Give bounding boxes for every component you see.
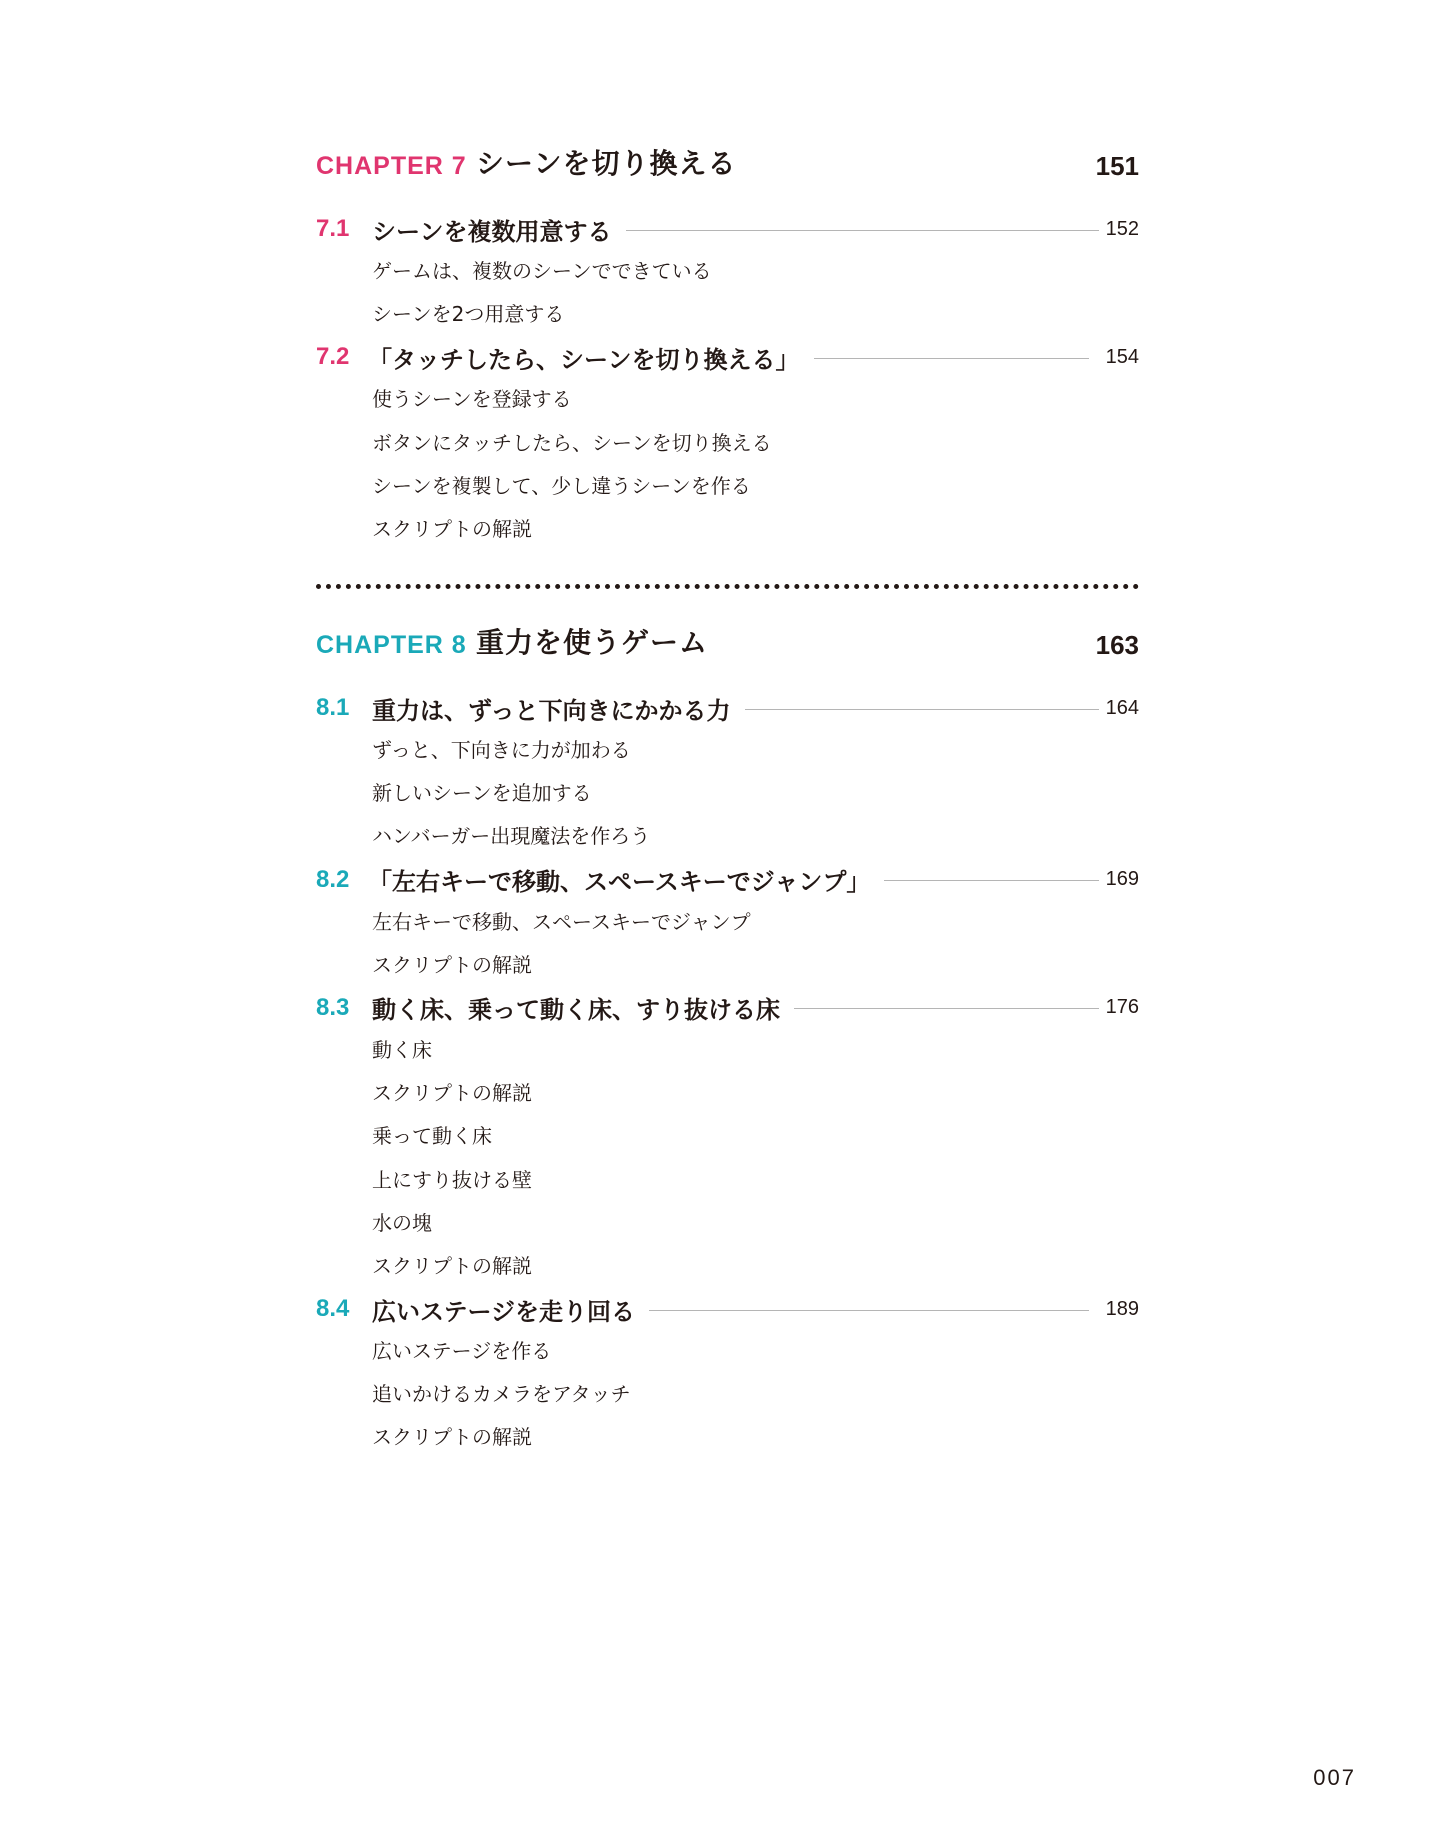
subsection-item: 水の塊 <box>372 1210 432 1235</box>
section-title: 重力は、ずっと下向きにかかる力 <box>372 696 731 725</box>
chapter-label: CHAPTER 8 <box>316 631 467 659</box>
chapter-title: シーンを切り換える <box>476 147 737 180</box>
section-7-1 <box>316 208 1139 250</box>
subsection-item: 新しいシーンを追加する <box>372 781 592 806</box>
leader-line <box>649 1310 1089 1311</box>
section-number: 8.1 <box>316 694 350 721</box>
section-page-number: 176 <box>1105 996 1139 1019</box>
section-number: 8.4 <box>316 1295 350 1323</box>
subsection-item: シーンを2つ用意する <box>372 302 565 327</box>
leader-line <box>884 880 1099 881</box>
subsection-item: 左右キーで移動、スペースキーでジャンプ <box>372 909 751 934</box>
chapter-page-number: 151 <box>1095 151 1139 181</box>
leader-line <box>814 358 1089 359</box>
chapter-label: CHAPTER 7 <box>316 152 467 180</box>
chapter-page-number: 163 <box>1095 630 1139 660</box>
section-number: 8.3 <box>316 993 350 1021</box>
subsection-item: ハンバーガー出現魔法を作ろう <box>372 824 651 849</box>
leader-line <box>794 1008 1099 1009</box>
section-page-number: 189 <box>1105 1297 1139 1320</box>
section-8-3 <box>316 987 1139 1029</box>
chapter-8-heading <box>316 627 1139 687</box>
section-8-4 <box>316 1288 1139 1330</box>
section-number: 7.1 <box>316 215 350 242</box>
subsection-item: 上にすり抜ける壁 <box>372 1167 532 1192</box>
subsection-item: シーンを複製して、少し違うシーンを作る <box>372 473 751 498</box>
section-title: シーンを複数用意する <box>372 217 612 246</box>
section-8-2 <box>316 859 1139 901</box>
section-page-number: 152 <box>1105 217 1139 240</box>
dotted-divider <box>316 584 1139 589</box>
section-title: 動く床、乗って動く床、すり抜ける床 <box>372 996 780 1025</box>
leader-line <box>745 709 1099 710</box>
subsection-item: スクリプトの解説 <box>372 952 532 977</box>
leader-line <box>626 230 1099 231</box>
section-page-number: 154 <box>1105 345 1139 368</box>
chapter-title: 重力を使うゲーム <box>476 626 709 659</box>
subsection-item: スクリプトの解説 <box>372 1425 532 1450</box>
section-title: 広いステージを走り回る <box>372 1297 636 1326</box>
chapter-8-block <box>316 627 1139 1460</box>
section-8-1 <box>316 687 1139 729</box>
subsection-item: 広いステージを作る <box>372 1339 552 1364</box>
section-page-number: 164 <box>1105 696 1139 719</box>
section-number: 8.2 <box>316 865 350 893</box>
section-7-2 <box>316 336 1139 378</box>
subsection-item: 乗って動く床 <box>372 1124 492 1149</box>
subsection-item: 使うシーンを登録する <box>372 387 572 412</box>
chapter-7-heading <box>316 148 1139 208</box>
subsection-item: スクリプトの解説 <box>372 1081 532 1106</box>
section-title: 「タッチしたら、シーンを切り換える」 <box>368 345 800 374</box>
chapter-7-block <box>316 148 1139 551</box>
subsection-item: ボタンにタッチしたら、シーンを切り換える <box>372 430 772 455</box>
page-folio: 007 <box>1313 1765 1356 1790</box>
section-page-number: 169 <box>1105 868 1139 891</box>
subsection-item: 動く床 <box>372 1037 432 1062</box>
subsection-item: 追いかけるカメラをアタッチ <box>372 1382 631 1407</box>
section-number: 7.2 <box>316 343 350 371</box>
subsection-item: ゲームは、複数のシーンでできている <box>372 259 712 283</box>
subsection-item: スクリプトの解説 <box>372 1253 532 1278</box>
subsection-item: ずっと、下向きに力が加わる <box>372 738 631 762</box>
section-title: 「左右キーで移動、スペースキーでジャンプ」 <box>368 868 871 897</box>
subsection-item: スクリプトの解説 <box>372 516 532 541</box>
